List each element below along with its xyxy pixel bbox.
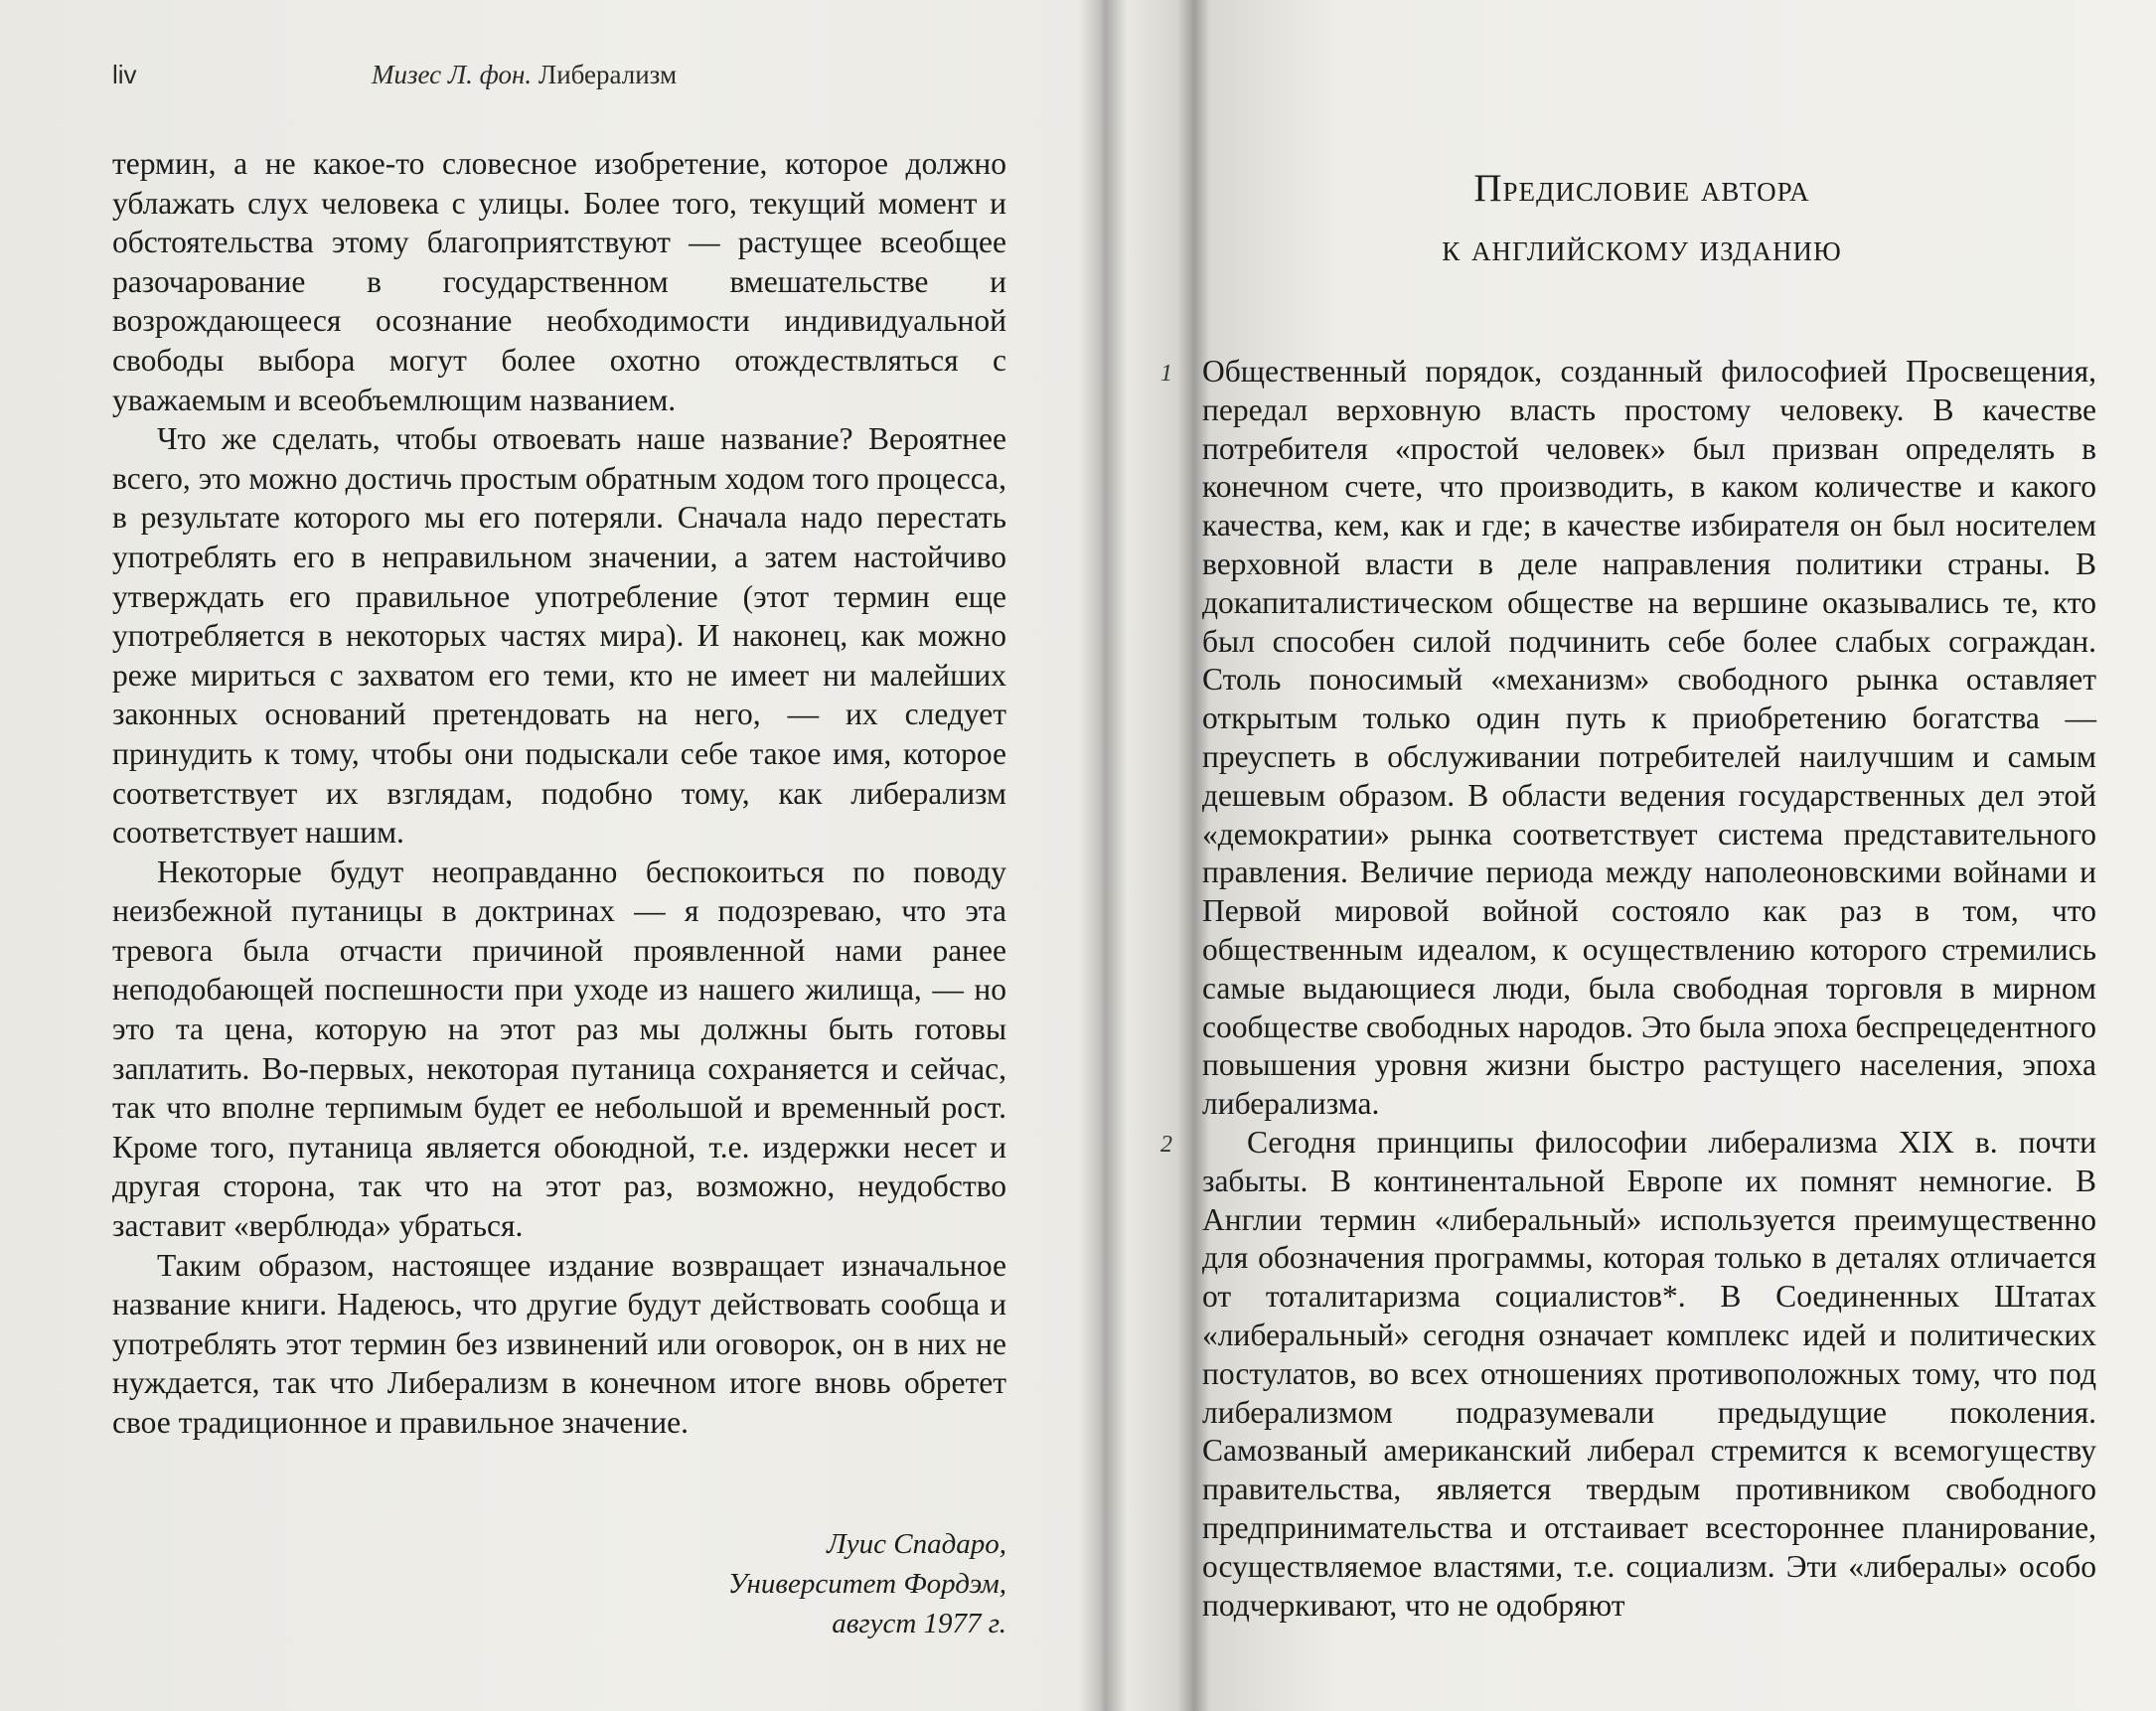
paragraph-text: Сегодня принципы философии либерализма XIX в. почти забыты. В континентальной Европе их помнят немногие. В Англии термин «либеральный» используется преимущественно для обозначения программы, которая только в деталях отличается от тоталитаризма социалистов*. В Соединенных Штатах «либеральный» сегодня означает комплекс идей и политических постулатов, во всех отношениях противоположных тому, что под либерализмом подразумевали предыдущие поколения. Самозваный американский либерал стремится к всемогуществу правительства, является твердым противником свободного предпринимательства и отстаивает всестороннее планирование, осуществляемое властями, т.е. социализм. Эти «либералы» особо подчеркивают, что не одобряют <box>1202 1124 2096 1623</box>
chapter-title-line: Предисловие автора <box>1473 167 1810 210</box>
running-title-author: Мизес Л. фон. <box>372 60 533 89</box>
running-title <box>372 60 677 90</box>
paragraph-text: Общественный порядок, созданный философией Просвещения, передал верховную власть простому человеку. В качестве потребителя «простой человек» был призван определять в конечном счете, что производить, в каком количестве и какого качества, кем, как и где; в качестве избирателя он был носителем верховной власти в деле направления политики страны. В докапиталистическом обществе на вершине оказывались те, кто был способен силой подчинить себе более слабых сограждан. Столь поносимый «механизм» свободного рынка оставляет открытым только один путь к приобретению богатства — преуспеть в обслуживании потребителей наилучшим и самым дешевым образом. В области ведения государственных дел этой «демократии» рынка соответствует система представительного правления. Величие периода между наполеоновскими войнами и Первой мировой войной состояло как раз в том, что общественным идеалом, к осуществлению которого стремились самые выдающиеся люди, была свободная торговля в мирном сообществе свободных народов. Это была эпоха беспрецедентного повышения уровня жизни быстро растущего населения, эпоха либерализма. <box>1202 354 2096 1122</box>
left-text-block <box>112 144 1006 1443</box>
right-text-block <box>1160 353 2096 1625</box>
signature-block <box>589 1524 1006 1643</box>
signature-name: Луис Спадаро, <box>827 1528 1006 1560</box>
chapter-title <box>1128 159 2156 278</box>
paragraph-number: 1 <box>1160 361 1172 387</box>
book-spine <box>1078 0 1128 1711</box>
signature-date: август 1977 г. <box>832 1608 1006 1639</box>
signature-affiliation: Университет Фордэм, <box>727 1568 1006 1600</box>
running-title-book: Либерализм <box>538 60 678 89</box>
numbered-paragraph <box>1160 1124 2096 1625</box>
paragraph: Таким образом, настоящее издание возвращает изначальное название книги. Надеюсь, что другие будут действовать сообща и употреблять этот термин без извинений или оговорок, он в них не нуждается, так что Либерализм в конечном итоге вновь обретет свое традиционное и правильное значение. <box>112 1247 1006 1440</box>
paragraph-number: 2 <box>1160 1131 1172 1158</box>
paragraph: термин, а не какое-то словесное изобретение, которое должно ублажать слух человека с улицы. Более того, текущий момент и обстоятельства этому благоприятствуют — растущее всеобщее разочарование в государственном вмешательстве и возрождающееся осознание необходимости индивидуальной свободы выбора могут более охотно отождествляться с уважаемым и всеобъемлющим названием. <box>112 146 1006 417</box>
numbered-paragraph <box>1160 353 2096 1124</box>
chapter-title-line: к английскому изданию <box>1442 227 1842 269</box>
paragraph: Что же сделать, чтобы отвоевать наше название? Вероятнее всего, это можно достичь простым обратным ходом того процесса, в результате которого мы его потеряли. Сначала надо перестать употреблять его в неправильном значении, а затем настойчиво утверждать его правильное употребление (этот термин еще употребляется в некоторых частях мира). И наконец, как можно реже мириться с захватом его теми, кто не имеет ни малейших законных оснований претендовать на него, — их следует принудить к тому, чтобы они подыскали себе такое имя, которое соответствует их взглядам, подобно тому, как либерализм соответствует нашим. <box>112 421 1006 851</box>
right-page <box>1128 0 2156 1711</box>
paragraph: Некоторые будут неоправданно беспокоиться по поводу неизбежной путаницы в доктринах — я подозреваю, что эта тревога была отчасти причиной проявленной нами ранее неподобающей поспешности при уходе из нашего жилища, — но это та цена, которую на этот раз мы должны быть готовы заплатить. Во-первых, некоторая путаница сохраняется и сейчас, так что вполне терпимым будет ее небольшой и временный рост. Кроме того, путаница является обоюдной, т.е. издержки несет и другая сторона, так что на этот раз, возможно, неудобство заставит «верблюда» убраться. <box>112 854 1006 1244</box>
page-number: liv <box>112 60 137 89</box>
